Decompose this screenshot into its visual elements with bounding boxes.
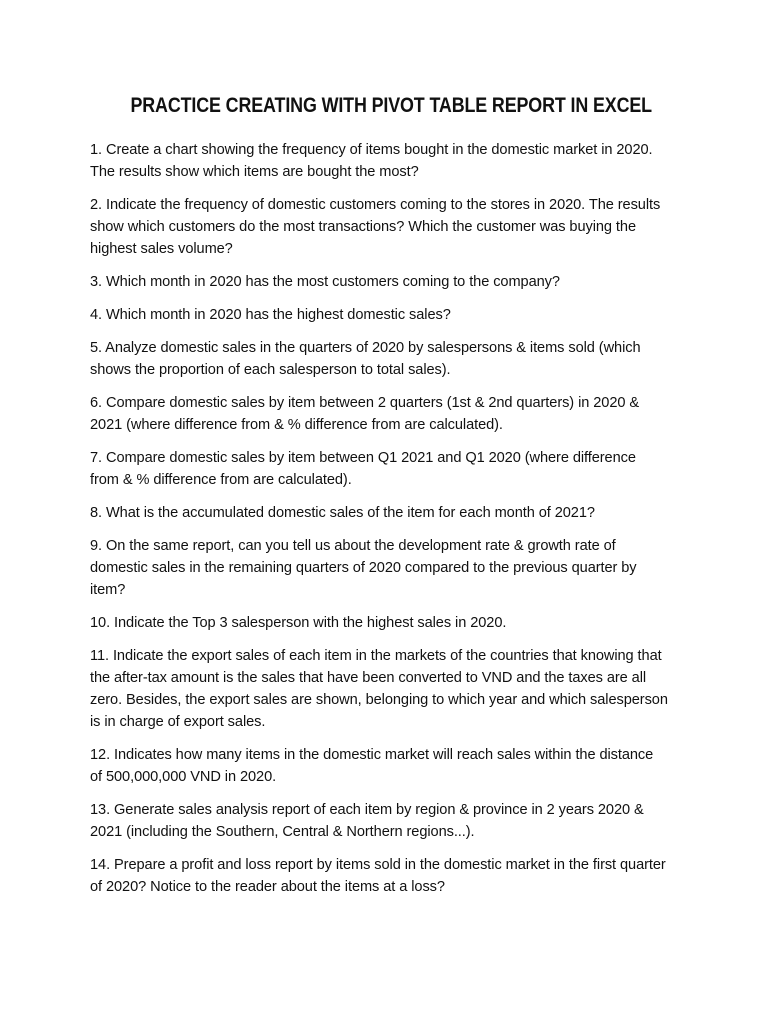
question-1: 1. Create a chart showing the frequency of items bought in the domestic market in 2020. The results show which items are bought the most? — [90, 142, 653, 180]
question-13: 13. Generate sales analysis report of each item by region & province in 2 years 2020 & 2021 (including the Southern, Central & Northern regions...). — [90, 802, 644, 840]
question-8: 8. What is the accumulated domestic sales of the item for each month of 2021? — [90, 505, 595, 521]
question-list — [90, 139, 668, 898]
question-14: 14. Prepare a profit and loss report by items sold in the domestic market in the first quarter of 2020? Notice to the reader about the items at a loss? — [90, 857, 666, 895]
question-4: 4. Which month in 2020 has the highest domestic sales? — [90, 307, 451, 323]
question-9: 9. On the same report, can you tell us about the development rate & growth rate of domestic sales in the remaining quarters of 2020 compared to the previous quarter by item? — [90, 538, 637, 598]
question-5: 5. Analyze domestic sales in the quarters of 2020 by salespersons & items sold (which shows the proportion of each salesperson to total sales). — [90, 340, 641, 378]
question-3: 3. Which month in 2020 has the most customers coming to the company? — [90, 274, 560, 290]
document-title: PRACTICE CREATING WITH PIVOT TABLE REPORT IN EXCEL — [130, 94, 652, 117]
question-6: 6. Compare domestic sales by item between 2 quarters (1st & 2nd quarters) in 2020 & 2021 (where difference from & % difference from are calculated). — [90, 395, 640, 433]
question-2: 2. Indicate the frequency of domestic customers coming to the stores in 2020. The results show which customers do the most transactions? Which the customer was buying the highest sales volume? — [90, 197, 661, 257]
question-12: 12. Indicates how many items in the domestic market will reach sales within the distance of 500,000,000 VND in 2020. — [90, 747, 654, 785]
question-10: 10. Indicate the Top 3 salesperson with the highest sales in 2020. — [90, 615, 507, 631]
question-11: 11. Indicate the export sales of each item in the markets of the countries that knowing that the after-tax amount is the sales that have been converted to VND and the taxes are all zero. Besides, the export sales are shown, belonging to which year and which salesperson is in charge of export sales. — [90, 648, 668, 730]
question-7: 7. Compare domestic sales by item between Q1 2021 and Q1 2020 (where difference from & % difference from are calculated). — [90, 450, 636, 488]
